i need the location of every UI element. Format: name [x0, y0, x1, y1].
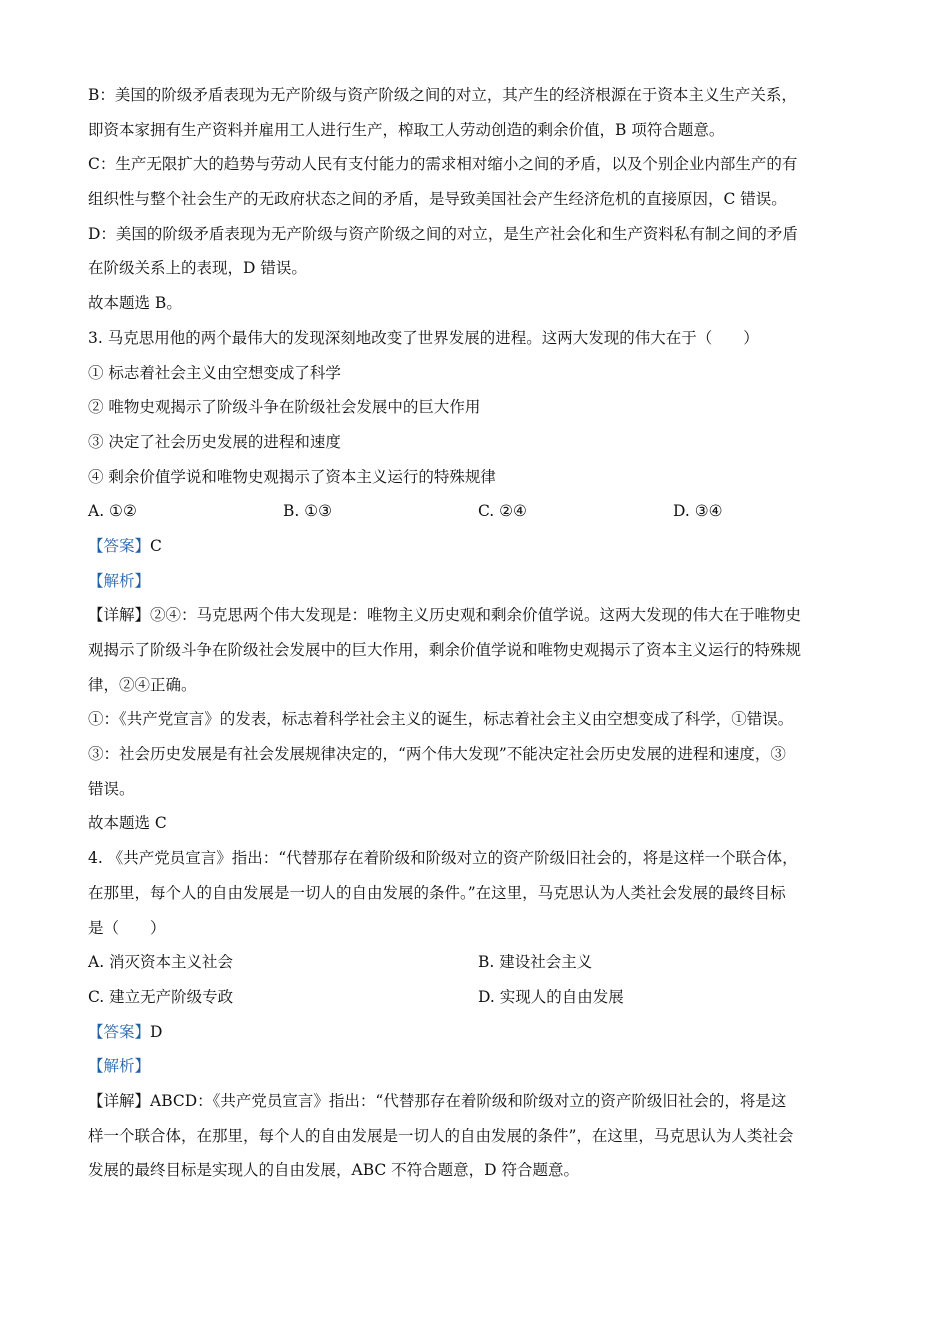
- text-line: 组织性与整个社会生产的无政府状态之间的矛盾，是导致美国社会产生经济危机的直接原因，C 错误。: [88, 190, 787, 209]
- detail-text: ABCD：《共产党员宣言》指出：“代替那存在着阶级和阶级对立的资产阶级旧社会的，将是这: [150, 1091, 787, 1110]
- q4-stem: 是（ ）: [88, 918, 166, 937]
- text-line: 在阶级关系上的表现，D 错误。: [88, 259, 307, 278]
- answer-tag: 【答案】: [88, 1022, 151, 1041]
- q4-detail-line: 发展的最终目标是实现人的自由发展，ABC 不符合题意，D 符合题意。: [88, 1161, 580, 1180]
- q3-option-c: C. ②④: [478, 502, 527, 521]
- q3-detail: [88, 598, 868, 633]
- document-page: [88, 78, 868, 1188]
- q4-options-row: [88, 980, 868, 1015]
- q3-item: ③ 决定了社会历史发展的进程和速度: [88, 432, 341, 451]
- q4-option-a: A. 消灭资本主义社会: [88, 953, 234, 972]
- q3-detail-line: 观揭示了阶级斗争在阶级社会发展中的巨大作用，剩余价值学说和唯物史观揭示了资本主义运行的特殊规: [88, 641, 802, 659]
- text-line: C：生产无限扩大的趋势与劳动人民有支付能力的需求相对缩小之间的矛盾，以及个别企业内部生产的有: [88, 155, 798, 174]
- text-line: D：美国的阶级矛盾表现为无产阶级与资产阶级之间的对立，是生产社会化和生产资料私有制之间的矛盾: [88, 224, 798, 243]
- q4-stem: 在那里，每个人的自由发展是一切人的自由发展的条件。”在这里，马克思认为人类社会发展的最终目标: [88, 883, 786, 902]
- conclusion-line: 故本题选 B。: [88, 294, 182, 313]
- q3-item: ① 标志着社会主义由空想变成了科学: [88, 363, 341, 382]
- detail-tag: 【详解】: [88, 606, 151, 625]
- q3-item: ④ 剩余价值学说和唯物史观揭示了资本主义运行的特殊规律: [88, 467, 496, 486]
- analysis-tag: 【解析】: [88, 1057, 151, 1076]
- q4-detail: [88, 1084, 868, 1119]
- q3-option-a: A. ①②: [88, 502, 137, 521]
- q3-item: ② 唯物史观揭示了阶级斗争在阶级社会发展中的巨大作用: [88, 398, 481, 417]
- q3-detail-line: 错误。: [88, 779, 135, 798]
- detail-tag: 【详解】: [88, 1091, 151, 1110]
- q3-option-d: D. ③④: [673, 502, 723, 521]
- q4-option-b: B. 建设社会主义: [478, 953, 593, 972]
- analysis-tag: 【解析】: [88, 571, 151, 590]
- q3-options: [88, 494, 868, 529]
- q3-option-b: B. ①③: [283, 502, 333, 521]
- q4-answer: [88, 1015, 868, 1050]
- q3-conclusion: 故本题选 C: [88, 814, 167, 833]
- text-line: B：美国的阶级矛盾表现为无产阶级与资产阶级之间的对立，其产生的经济根源在于资本主义生产关系，: [88, 86, 797, 104]
- q3-detail-line: 律，②④正确。: [88, 675, 197, 694]
- q4-option-c: C. 建立无产阶级专政: [88, 987, 234, 1006]
- text-line: 即资本家拥有生产资料并雇用工人进行生产，榨取工人劳动创造的剩余价值，B 项符合题意。: [88, 120, 725, 139]
- q3-detail-line: ③：社会历史发展是有社会发展规律决定的，“两个伟大发现”不能决定社会历史发展的进程和速度，③: [88, 745, 786, 764]
- q4-analysis: [88, 1049, 868, 1084]
- q4-stem: 4. 《共产党员宣言》指出：“代替那存在着阶级和阶级对立的资产阶级旧社会的，将是这样一个联合体，: [88, 849, 798, 868]
- q4-options-row: [88, 945, 868, 980]
- detail-text: ②④：马克思两个伟大发现是：唯物主义历史观和剩余价值学说。这两大发现的伟大在于唯物史: [150, 606, 802, 625]
- q3-analysis: [88, 564, 868, 599]
- q3-stem: 3. 马克思用他的两个最伟大的发现深刻地改变了世界发展的进程。这两大发现的伟大在于（ ）: [88, 328, 759, 347]
- answer-value: C: [150, 536, 162, 555]
- q3-detail-line: ①：《共产党宣言》的发表，标志着科学社会主义的诞生，标志着社会主义由空想变成了科学，①错误。: [88, 710, 794, 729]
- q4-option-d: D. 实现人的自由发展: [478, 987, 624, 1006]
- q3-answer: [88, 529, 868, 564]
- q4-detail-line: 样一个联合体，在那里，每个人的自由发展是一切人的自由发展的条件”，在这里，马克思认为人类社会: [88, 1126, 794, 1145]
- answer-value: D: [150, 1022, 163, 1041]
- answer-tag: 【答案】: [88, 536, 151, 555]
